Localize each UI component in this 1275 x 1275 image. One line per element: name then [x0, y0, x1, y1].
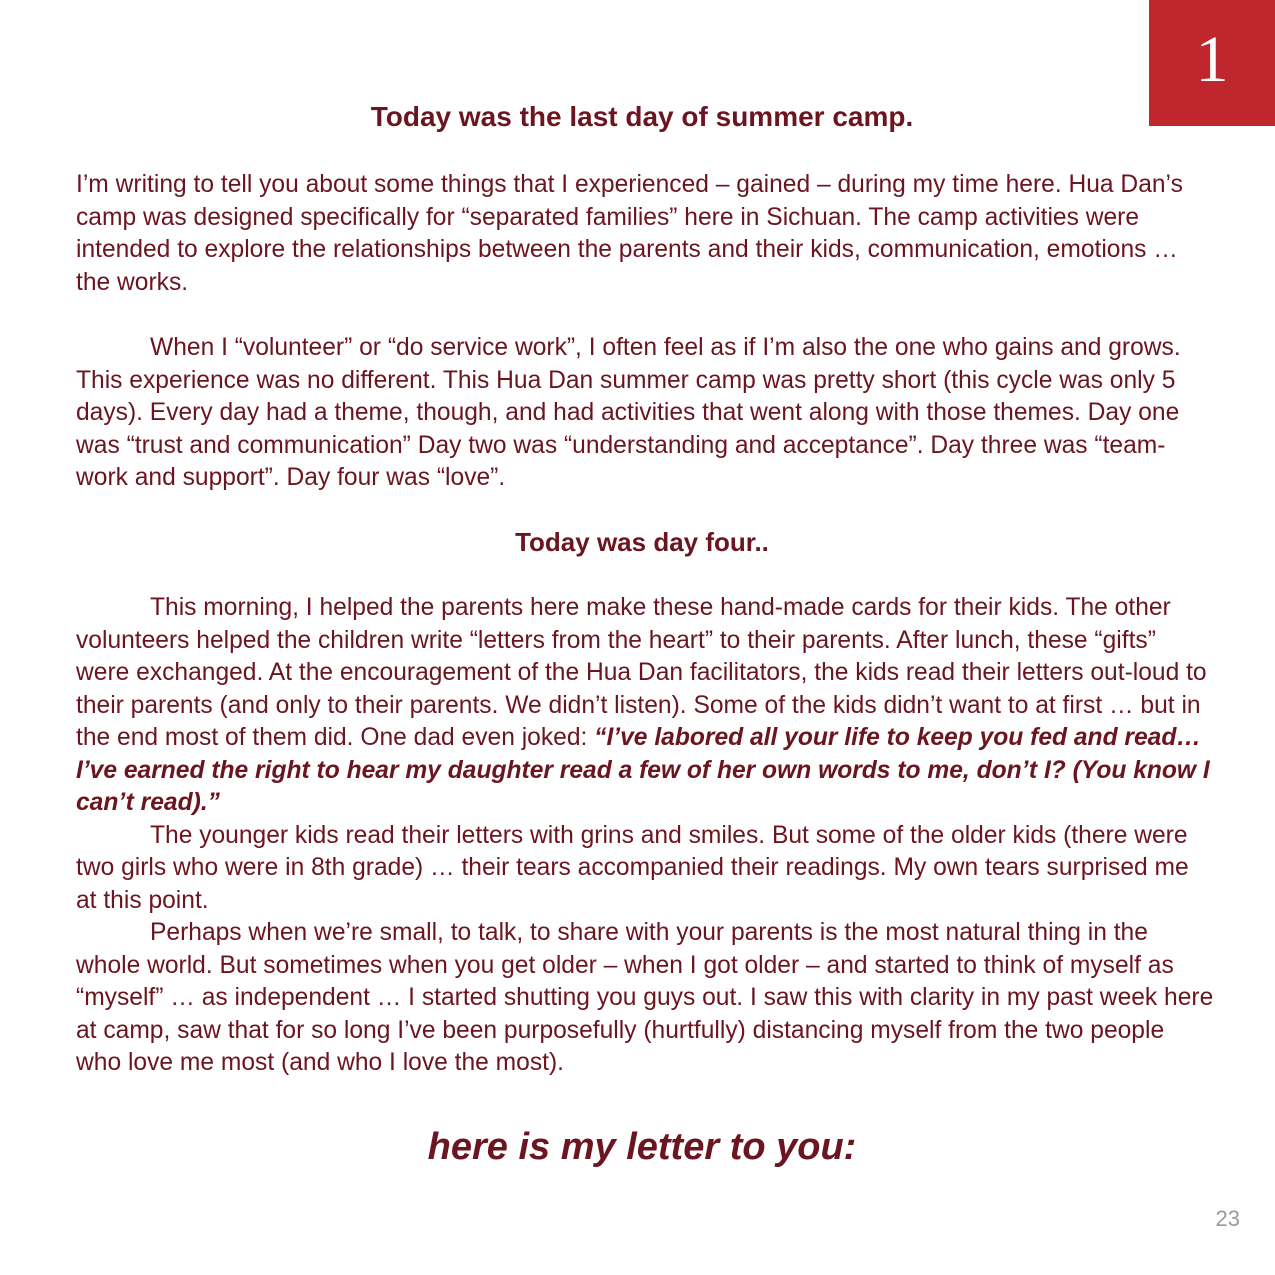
intro-block [76, 169, 1216, 299]
dad-quote: “I’ve labored all your life to keep you fed and read… I’ve earned the right to hear my daughter read a few of her own words to me, don’t I? (You know I can’t read).” [76, 724, 1210, 816]
volunteer-paragraph: When I “volunteer” or “do service work”, I often feel as if I’m also the one who gains and grows. This experience was no different. This Hua Dan summer camp was pretty short (this cycle was only 5 days). Every day had a theme, though, and had activities that went along with those themes. Day one was “trust and communication” Day two was “understanding and acceptance”. Day three was “team-work and support”. Day four was “love”. [76, 334, 1181, 491]
younger-kids-paragraph: The younger kids read their letters with grins and smiles. But some of the older kids (there were two girls who were in 8th grade) … their tears accompanied their readings. My own tears surprised me at this point. [76, 821, 1189, 914]
story-block [76, 592, 1216, 1080]
heading-day-four: Today was day four.. [515, 527, 769, 557]
heading-last-day: Today was the last day of summer camp. [370, 101, 914, 132]
morning-paragraph-text: This morning, I helped the parents here make these hand-made cards for their kids. The other volunteers helped the children write “letters from the heart” to their parents. After lunch, these “gifts” were exchanged. At the encouragement of the Hua Dan facilitators, the kids read their letters out-loud to their parents (and only to their parents. We didn’t listen). Some of the kids didn’t want to at first … but in the end most of them did. One dad even joked: [76, 594, 1207, 751]
intro-paragraph: I’m writing to tell you about some things that I experienced – gained – during my time here. Hua Dan’s camp was designed specifically for “separated families” here in Sichuan. The camp activities were intended to explore the relationships between the parents and their kids, communication, emotions … the works. [76, 171, 1183, 296]
closing-line: here is my letter to you: [427, 1126, 857, 1168]
perhaps-paragraph: Perhaps when we’re small, to talk, to share with your parents is the most natural thing in the whole world. But sometimes when you get older – when I got older – and started to think of myself as “myself” … as independent … I started shutting you guys out. I saw this with clarity in my past week here at camp, saw that for so long I’ve been purposefully (hurtfully) distancing myself from the two people who love me most (and who I love the most). [76, 919, 1214, 1076]
page-number: 23 [1215, 1206, 1240, 1231]
volunteer-block [76, 332, 1216, 495]
morning-paragraph [76, 592, 1216, 820]
chapter-number: 1 [1195, 23, 1229, 96]
